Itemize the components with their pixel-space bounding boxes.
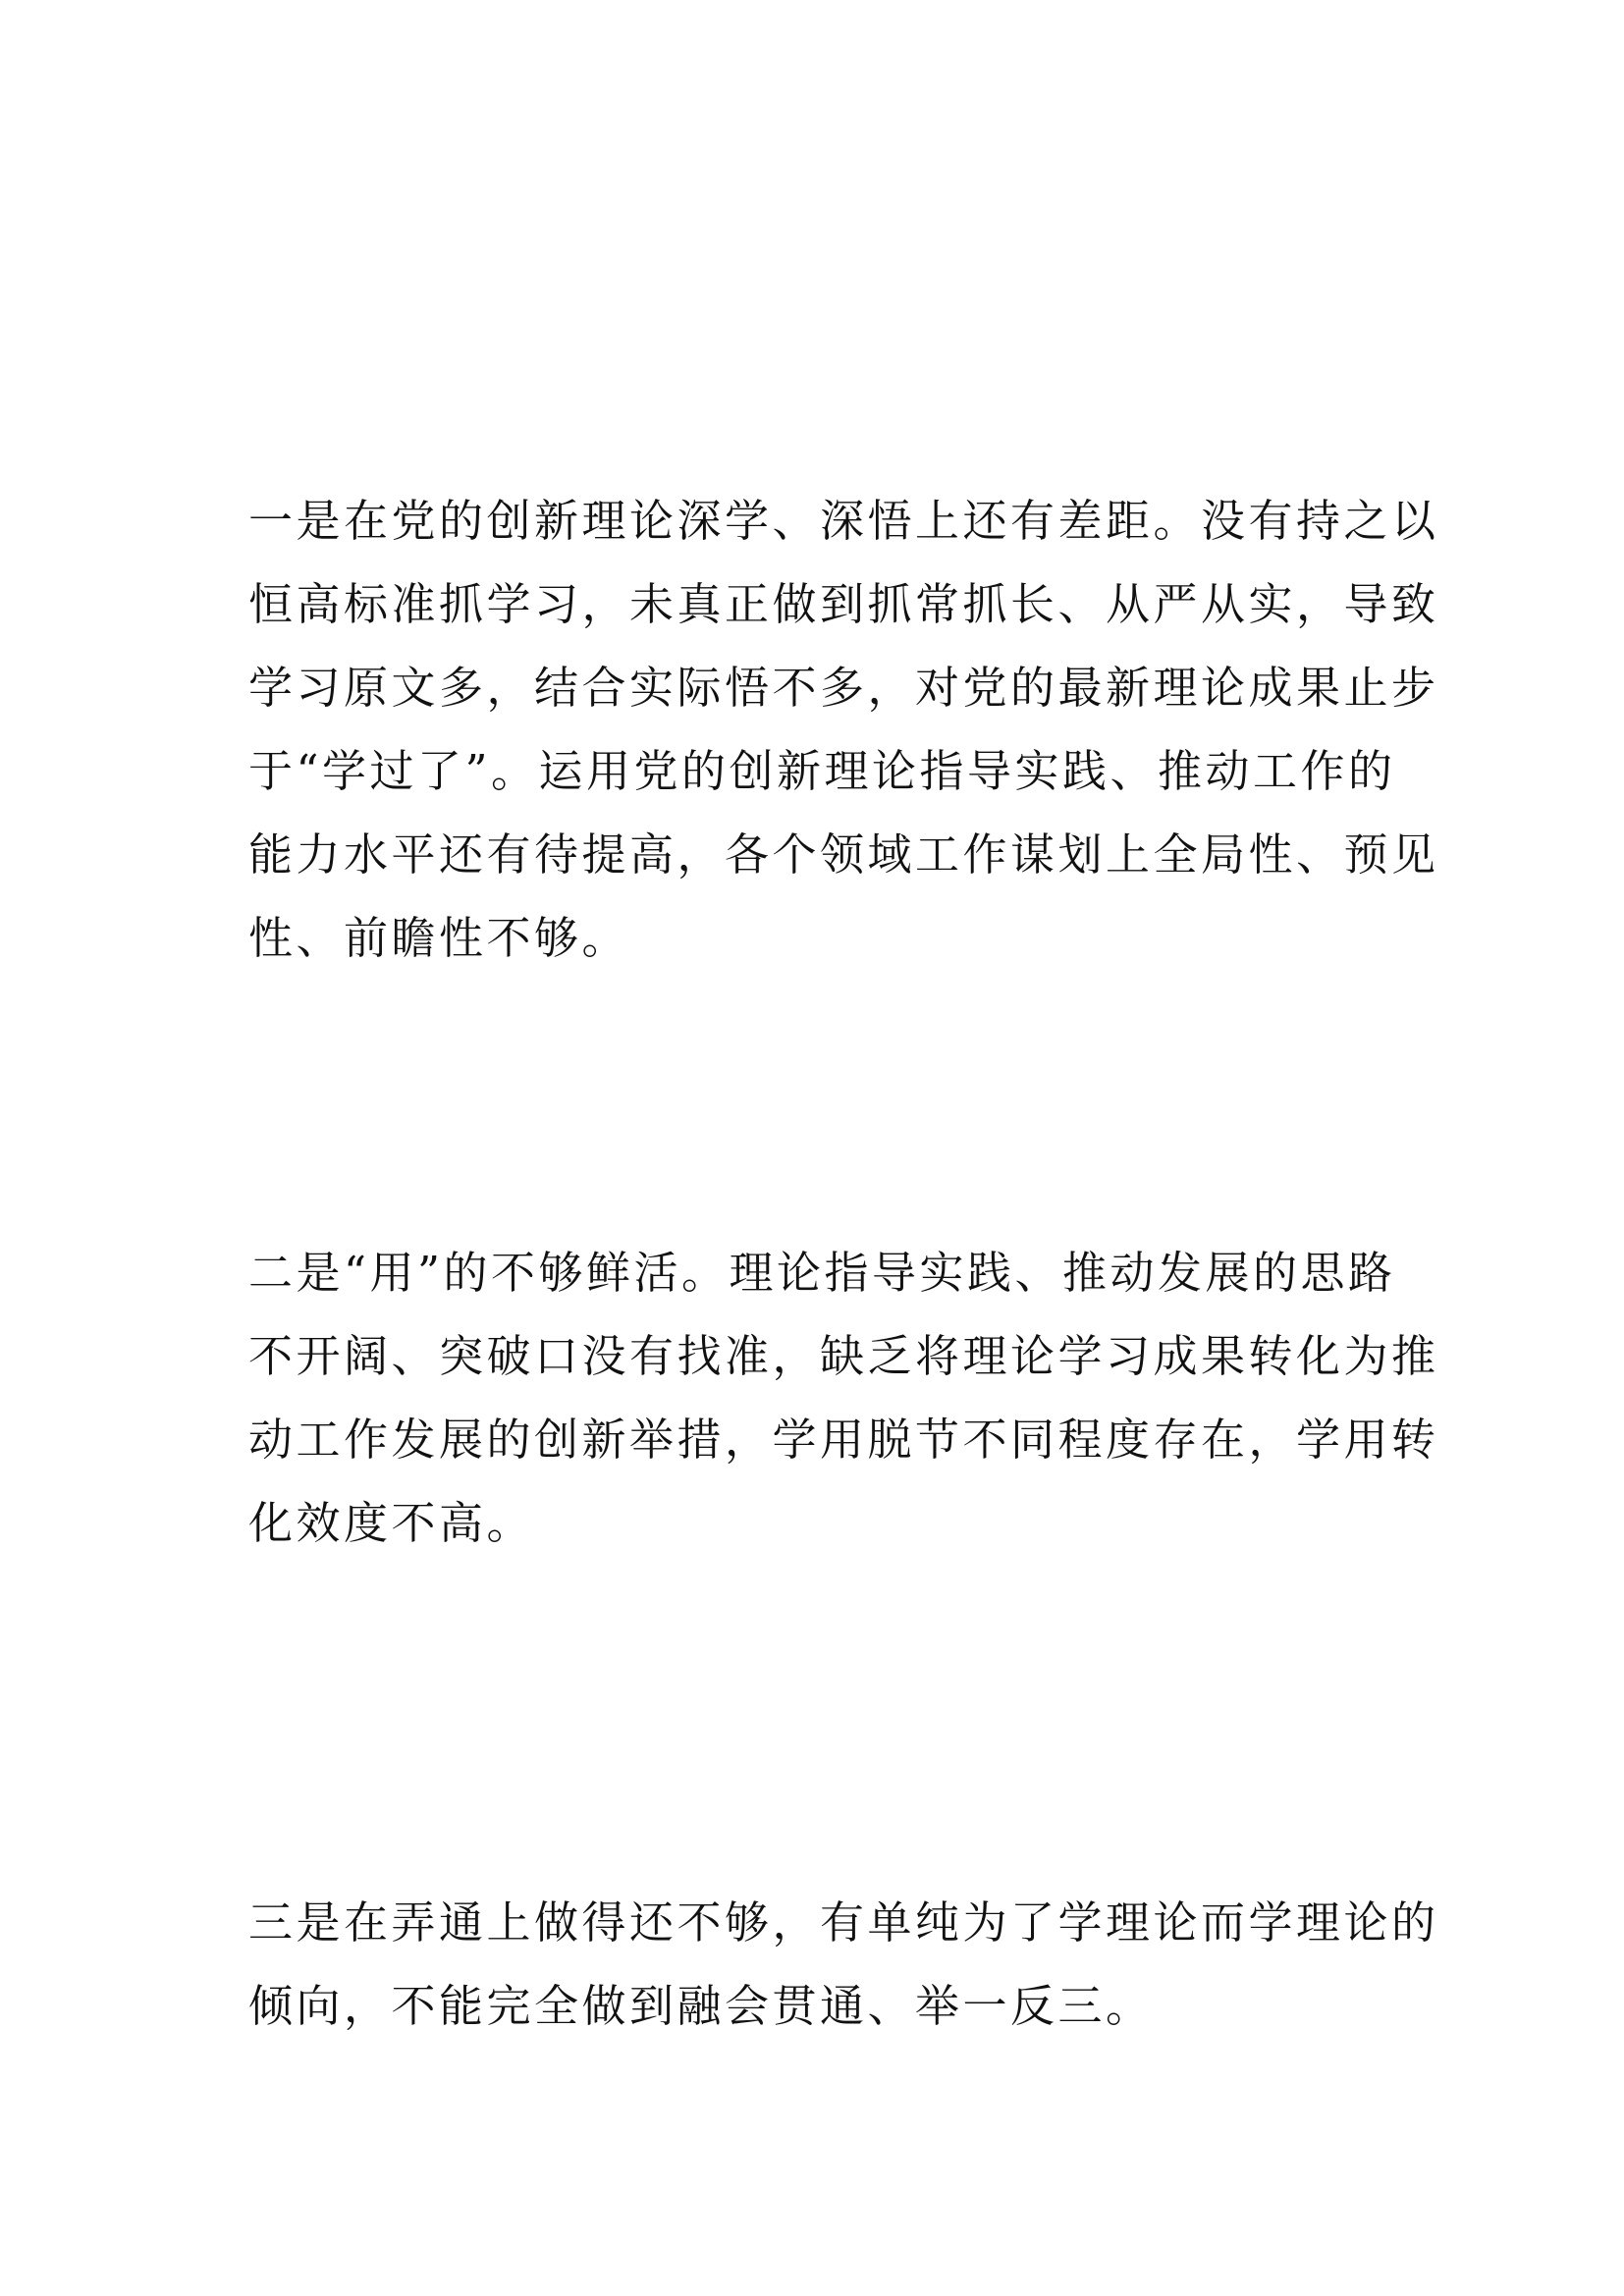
paragraph-line: 能力水平还有待提高，各个领域工作谋划上全局性、预见 <box>248 828 1439 881</box>
paragraph-line: 学习原文多，结合实际悟不多，对党的最新理论成果止步 <box>248 662 1439 714</box>
paragraph-line: 一是在党的创新理论深学、深悟上还有差距。没有持之以 <box>248 495 1439 547</box>
paragraph-line: 动工作发展的创新举措，学用脱节不同程度存在，学用转 <box>248 1414 1439 1466</box>
paragraph-3 <box>248 1881 1439 2048</box>
paragraph-line: 倾向，不能完全做到融会贯通、举一反三。 <box>248 1980 1154 2032</box>
paragraph-line: 不开阔、突破口没有找准，缺乏将理论学习成果转化为推 <box>248 1330 1439 1382</box>
paragraph-2 <box>248 1231 1439 1565</box>
paragraph-line: 性、前瞻性不够。 <box>248 912 630 964</box>
paragraph-line: 于“学过了”。运用党的创新理论指导实践、推动工作的 <box>248 745 1396 797</box>
paragraph-line: 三是在弄通上做得还不够，有单纯为了学理论而学理论的 <box>248 1896 1439 1949</box>
paragraph-line: 化效度不高。 <box>248 1497 535 1549</box>
paragraph-line: 恒高标准抓学习，未真正做到抓常抓长、从严从实，导致 <box>248 578 1439 630</box>
paragraph-line: 二是“用”的不够鲜活。理论指导实践、推动发展的思路 <box>248 1247 1396 1299</box>
paragraph-1 <box>248 479 1439 980</box>
